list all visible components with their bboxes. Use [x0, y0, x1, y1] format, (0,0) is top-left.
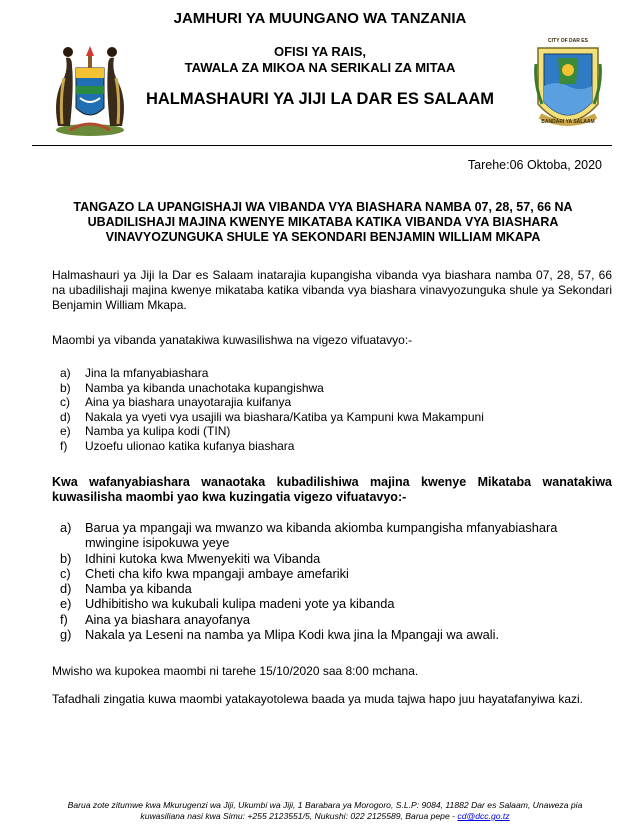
- footer-line-2: kuwasiliana nasi kwa Simu: +255 2123551/5, Nukushi: 022 2125589, Barua pepe - cd@dcc.go.tz: [140, 811, 510, 821]
- title-line-1: TANGAZO LA UPANGISHAJI WA VIBANDA VYA BIASHARA NAMBA 07, 28, 57, 66 NA: [73, 200, 573, 214]
- deadline-text: Mwisho wa kupokea maombi ni tarehe 15/10/2020 saa 8:00 mchana.: [52, 664, 419, 678]
- list-item: f) Uzoefu ulionao katika kufanya biashara: [60, 438, 295, 453]
- note-text: Tafadhali zingatia kuwa maombi yatakayotolewa baada ya muda tajwa hapo juu hayatafanyiwa kazi.: [52, 692, 583, 706]
- list-item: e) Udhibitisho wa kukubali kulipa madeni yote ya kibanda: [60, 596, 395, 612]
- list-item: b) Idhini kutoka kwa Mwenyekiti wa Vibanda: [60, 550, 321, 566]
- list-item: a) Jina la mfanyabiashara: [60, 366, 209, 380]
- office-line-2: TAWALA ZA MIKOA NA SERIKALI ZA MITAA: [184, 60, 456, 75]
- office-heading: [0, 44, 640, 76]
- list-item: b) Namba ya kibanda unachotaka kupangishwa: [60, 380, 324, 395]
- document-date: Tarehe:06 Oktoba, 2020: [467, 158, 602, 172]
- list-item: g) Nakala ya Leseni na namba ya Mlipa Kodi kwa jina la Mpangaji wa awali.: [60, 627, 499, 643]
- office-line-1: OFISI YA RAIS,: [274, 44, 366, 59]
- list-item: d) Namba ya kibanda: [60, 581, 192, 597]
- list-item: f) Aina ya biashara anayofanya: [60, 611, 251, 627]
- title-line-3: VINAVYOZUNGUKA SHULE YA SEKONDARI BENJAMIN WILLIAM MKAPA: [105, 230, 541, 244]
- criteria-list: [60, 366, 600, 454]
- footer-line-1: Barua zote zitumwe kwa Mkurugenzi wa Jiji, Ukumbi wa Jiji, 1 Barabara ya Morogoro, S.L.P: 9084, 11882 Dar es Salaam, Unaweza pia: [67, 800, 583, 810]
- list-item: d) Nakala ya vyeti vya usajili wa biashara/Katiba ya Kampuni kwa Makampuni: [60, 409, 484, 424]
- title-line-2: UBADILISHAJI MAJINA KWENYE MIKATABA KATIKA VIBANDA VYA BIASHARA: [87, 215, 559, 229]
- footer: [60, 800, 590, 822]
- transfer-criteria-list: [60, 520, 600, 642]
- transfer-intro: Kwa wafanyabiashara wanaotaka kubadilishiwa majina kwenye Mikataba wanatakiwa kuwasilisha maombi yao kwa kuzingatia vigezo vifuatavyo:-: [52, 475, 612, 504]
- list-item: e) Namba ya kulipa kodi (TIN): [60, 424, 231, 439]
- intro-paragraph: Halmashauri ya Jiji la Dar es Salaam inatarajia kupangisha vibanda vya biashara namba 07, 28, 57, 66 na ubadilishaji majina kwenye mikataba katika vibanda vya biashara vinavyozunguka shule ya Sekondari Benjamin William Mkapa.: [52, 268, 612, 312]
- seal-top-text: CITY OF DAR ES: [548, 38, 588, 44]
- list-item: a) Barua ya mpangaji wa mwanzo wa kibanda akiomba kumpangisha mfanyabiashara mwingine isipokuwa yeye: [60, 520, 558, 551]
- notice-title: [40, 200, 606, 245]
- list-item: c) Cheti cha kifo kwa mpangaji ambaye amefariki: [60, 565, 349, 581]
- email-link[interactable]: cd@dcc.go.tz: [457, 811, 510, 821]
- header-divider: [32, 145, 612, 146]
- list-item: c) Aina ya biashara unayotarajia kuifanya: [60, 395, 292, 410]
- council-heading: HALMASHAURI YA JIJI LA DAR ES SALAAM: [145, 90, 495, 108]
- country-heading: JAMHURI YA MUUNGANO WA TANZANIA: [173, 10, 467, 27]
- criteria-intro: Maombi ya vibanda yanatakiwa kuwasilishwa na vigezo vifuatavyo:-: [52, 333, 413, 347]
- seal-bottom-text: BANDARI YA SALAAM: [541, 119, 595, 125]
